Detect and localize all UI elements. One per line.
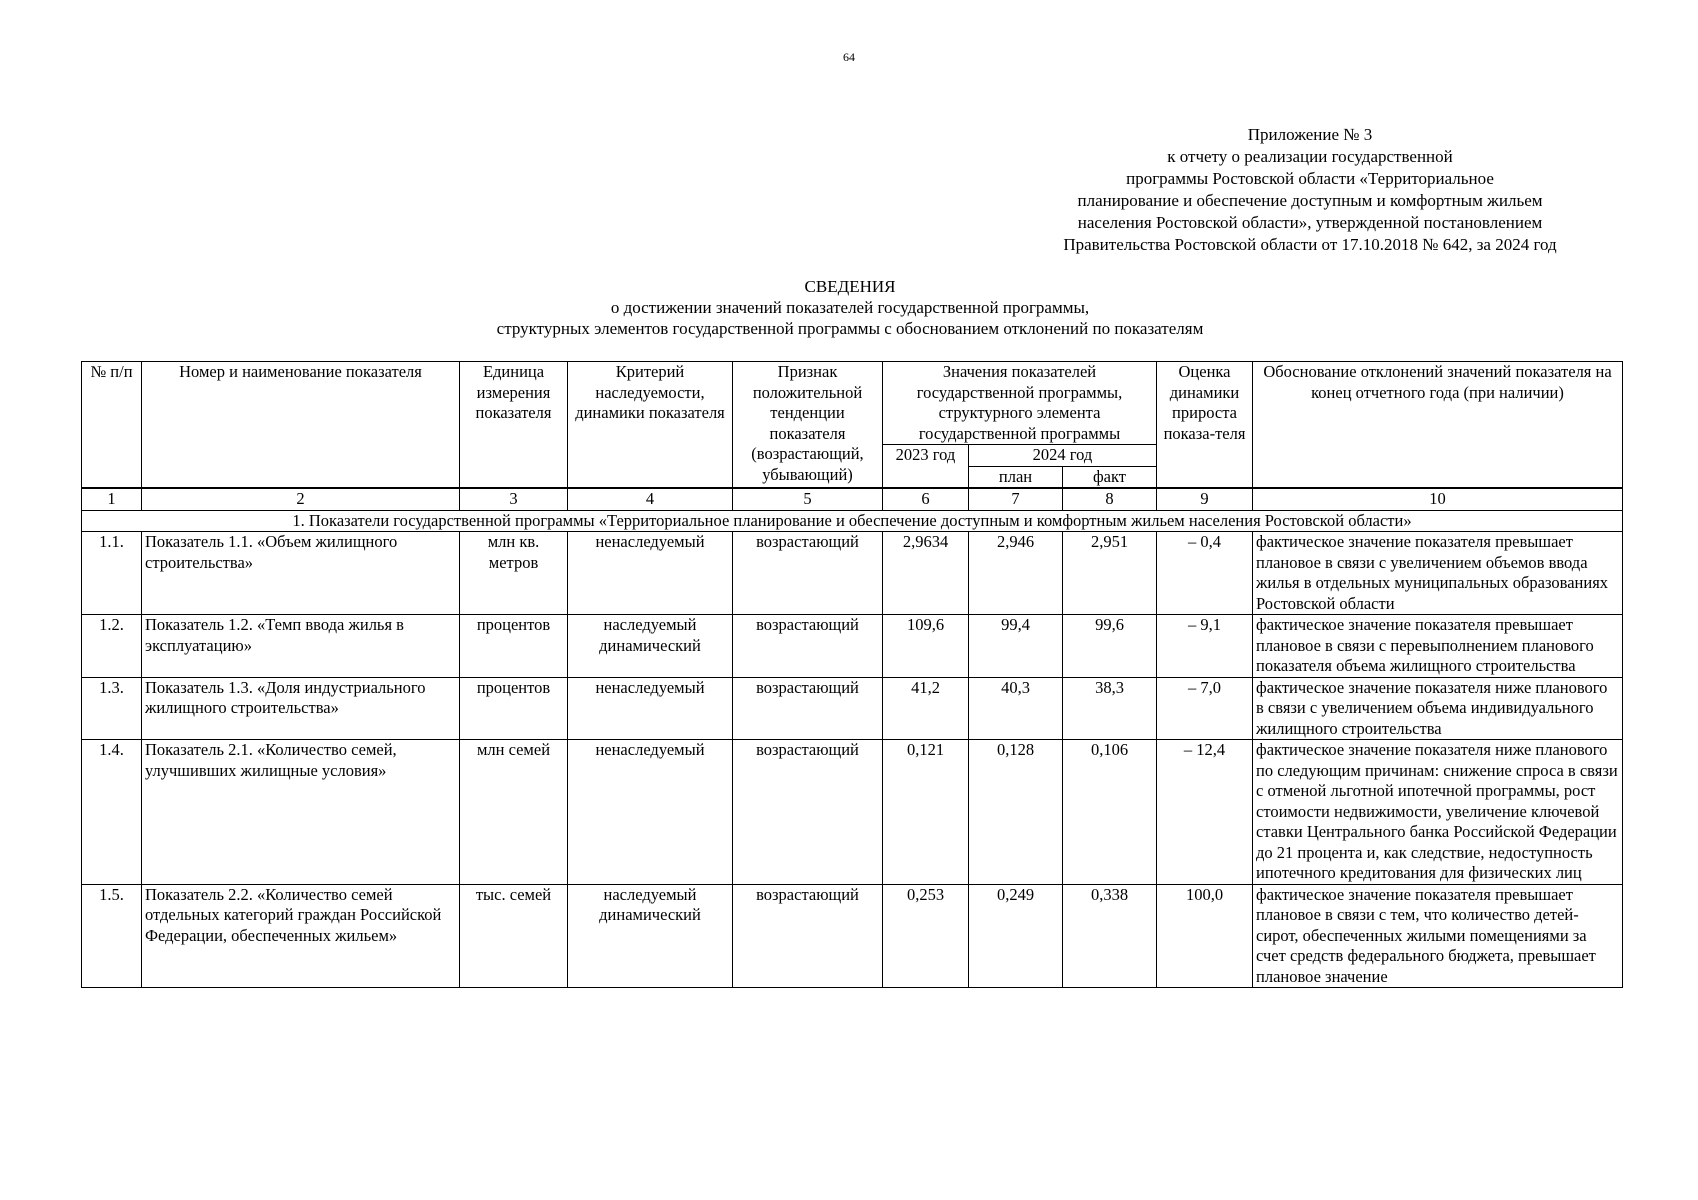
- row-name: Показатель 2.1. «Количество семей, улучшивших жилищные условия»: [142, 740, 460, 885]
- column-number: 6: [883, 488, 969, 510]
- row-name: Показатель 1.1. «Объем жилищного строительства»: [142, 532, 460, 615]
- column-numbers-row: [82, 488, 1623, 510]
- row-unit: процентов: [460, 615, 568, 678]
- title-main: СВЕДЕНИЯ: [804, 277, 896, 296]
- header-trend: Признак положительной тенденции показателя (возрастающий, убывающий): [733, 362, 883, 489]
- table-row: [82, 740, 1623, 885]
- column-number: 4: [568, 488, 733, 510]
- row-trend: возрастающий: [733, 677, 883, 740]
- row-criterion: ненаследуемый: [568, 740, 733, 885]
- row-fact: 38,3: [1063, 677, 1157, 740]
- row-trend: возрастающий: [733, 884, 883, 988]
- row-name: Показатель 2.2. «Количество семей отдельных категорий граждан Российской Федерации, обеспеченных жильем»: [142, 884, 460, 988]
- row-assessment: – 9,1: [1157, 615, 1253, 678]
- row-trend: возрастающий: [733, 532, 883, 615]
- header-values: Значения показателей государственной программы, структурного элемента государственной программы: [883, 362, 1157, 445]
- header-num: № п/п: [82, 362, 142, 489]
- header-assessment: Оценка динамики прироста показа-теля: [1157, 362, 1253, 489]
- appendix-line: населения Ростовской области», утвержденной постановлением: [1077, 213, 1543, 232]
- column-number: 9: [1157, 488, 1253, 510]
- row-name: Показатель 1.3. «Доля индустриального жилищного строительства»: [142, 677, 460, 740]
- row-unit: процентов: [460, 677, 568, 740]
- row-plan: 40,3: [969, 677, 1063, 740]
- row-justification: фактическое значение показателя превышает плановое в связи с тем, что количество детей-сирот, обеспеченных жилыми помещениями за счет средств федерального бюджета, превышает плановое значение: [1253, 884, 1623, 988]
- header-year-2023: 2023 год: [883, 445, 969, 489]
- row-num: 1.3.: [82, 677, 142, 740]
- column-number: 3: [460, 488, 568, 510]
- row-name: Показатель 1.2. «Темп ввода жилья в эксплуатацию»: [142, 615, 460, 678]
- row-trend: возрастающий: [733, 740, 883, 885]
- row-unit: млн кв. метров: [460, 532, 568, 615]
- row-assessment: – 7,0: [1157, 677, 1253, 740]
- appendix-header: [1000, 124, 1620, 256]
- page-number: 64: [843, 50, 855, 64]
- header-year-2024: 2024 год: [969, 445, 1157, 467]
- table-row: [82, 532, 1623, 615]
- row-value-2023: 109,6: [883, 615, 969, 678]
- header-plan: план: [969, 466, 1063, 488]
- table-row: [82, 884, 1623, 988]
- row-justification: фактическое значение показателя превышает плановое в связи с перевыполнением планового показателя объема жилищного строительства: [1253, 615, 1623, 678]
- row-unit: тыс. семей: [460, 884, 568, 988]
- document-title: [300, 276, 1400, 339]
- row-value-2023: 0,121: [883, 740, 969, 885]
- row-plan: 2,946: [969, 532, 1063, 615]
- column-number: 8: [1063, 488, 1157, 510]
- appendix-line: Правительства Ростовской области от 17.10.2018 № 642, за 2024 год: [1063, 235, 1557, 254]
- row-fact: 99,6: [1063, 615, 1157, 678]
- row-plan: 0,128: [969, 740, 1063, 885]
- indicators-table: [81, 361, 1623, 988]
- section-row: [82, 510, 1623, 532]
- row-fact: 2,951: [1063, 532, 1157, 615]
- row-value-2023: 0,253: [883, 884, 969, 988]
- title-line: структурных элементов государственной программы с обоснованием отклонений по показателям: [496, 319, 1204, 338]
- row-num: 1.2.: [82, 615, 142, 678]
- row-criterion: ненаследуемый: [568, 677, 733, 740]
- row-criterion: наследуемый динамический: [568, 615, 733, 678]
- row-value-2023: 2,9634: [883, 532, 969, 615]
- row-trend: возрастающий: [733, 615, 883, 678]
- header-fact: факт: [1063, 466, 1157, 488]
- title-line: о достижении значений показателей государственной программы,: [610, 298, 1090, 317]
- table-row: [82, 615, 1623, 678]
- header-name: Номер и наименование показателя: [142, 362, 460, 489]
- appendix-line: Приложение № 3: [1247, 125, 1373, 144]
- row-plan: 99,4: [969, 615, 1063, 678]
- column-number: 2: [142, 488, 460, 510]
- row-justification: фактическое значение показателя ниже планового по следующим причинам: снижение спроса в связи с отменой льготной ипотечной программы, рост стоимости недвижимости, увеличение ключевой ставки Центрального банка Российской Федерации до 21 процента и, как следствие, недоступность ипотечного кредитования для физических лиц: [1253, 740, 1623, 885]
- row-criterion: наследуемый динамический: [568, 884, 733, 988]
- section-title: 1. Показатели государственной программы «Территориальное планирование и обеспечение доступным и комфортным жильем населения Ростовской области»: [82, 510, 1623, 532]
- row-fact: 0,106: [1063, 740, 1157, 885]
- appendix-line: программы Ростовской области «Территориальное: [1126, 169, 1494, 188]
- column-number: 10: [1253, 488, 1623, 510]
- header-unit: Единица измерения показателя: [460, 362, 568, 489]
- row-assessment: – 0,4: [1157, 532, 1253, 615]
- appendix-line: планирование и обеспечение доступным и комфортным жильем: [1077, 191, 1543, 210]
- row-unit: млн семей: [460, 740, 568, 885]
- row-justification: фактическое значение показателя ниже планового в связи с увеличением объема индивидуального жилищного строительства: [1253, 677, 1623, 740]
- row-fact: 0,338: [1063, 884, 1157, 988]
- row-num: 1.1.: [82, 532, 142, 615]
- header-justification: Обоснование отклонений значений показателя на конец отчетного года (при наличии): [1253, 362, 1623, 489]
- row-value-2023: 41,2: [883, 677, 969, 740]
- column-number: 7: [969, 488, 1063, 510]
- row-num: 1.5.: [82, 884, 142, 988]
- column-number: 5: [733, 488, 883, 510]
- row-justification: фактическое значение показателя превышает плановое в связи с увеличением объемов ввода жилья в отдельных муниципальных образованиях Ростовской области: [1253, 532, 1623, 615]
- row-num: 1.4.: [82, 740, 142, 885]
- appendix-line: к отчету о реализации государственной: [1167, 147, 1453, 166]
- row-criterion: ненаследуемый: [568, 532, 733, 615]
- row-assessment: 100,0: [1157, 884, 1253, 988]
- row-assessment: – 12,4: [1157, 740, 1253, 885]
- header-criterion: Критерий наследуемости, динамики показателя: [568, 362, 733, 489]
- table-row: [82, 677, 1623, 740]
- column-number: 1: [82, 488, 142, 510]
- row-plan: 0,249: [969, 884, 1063, 988]
